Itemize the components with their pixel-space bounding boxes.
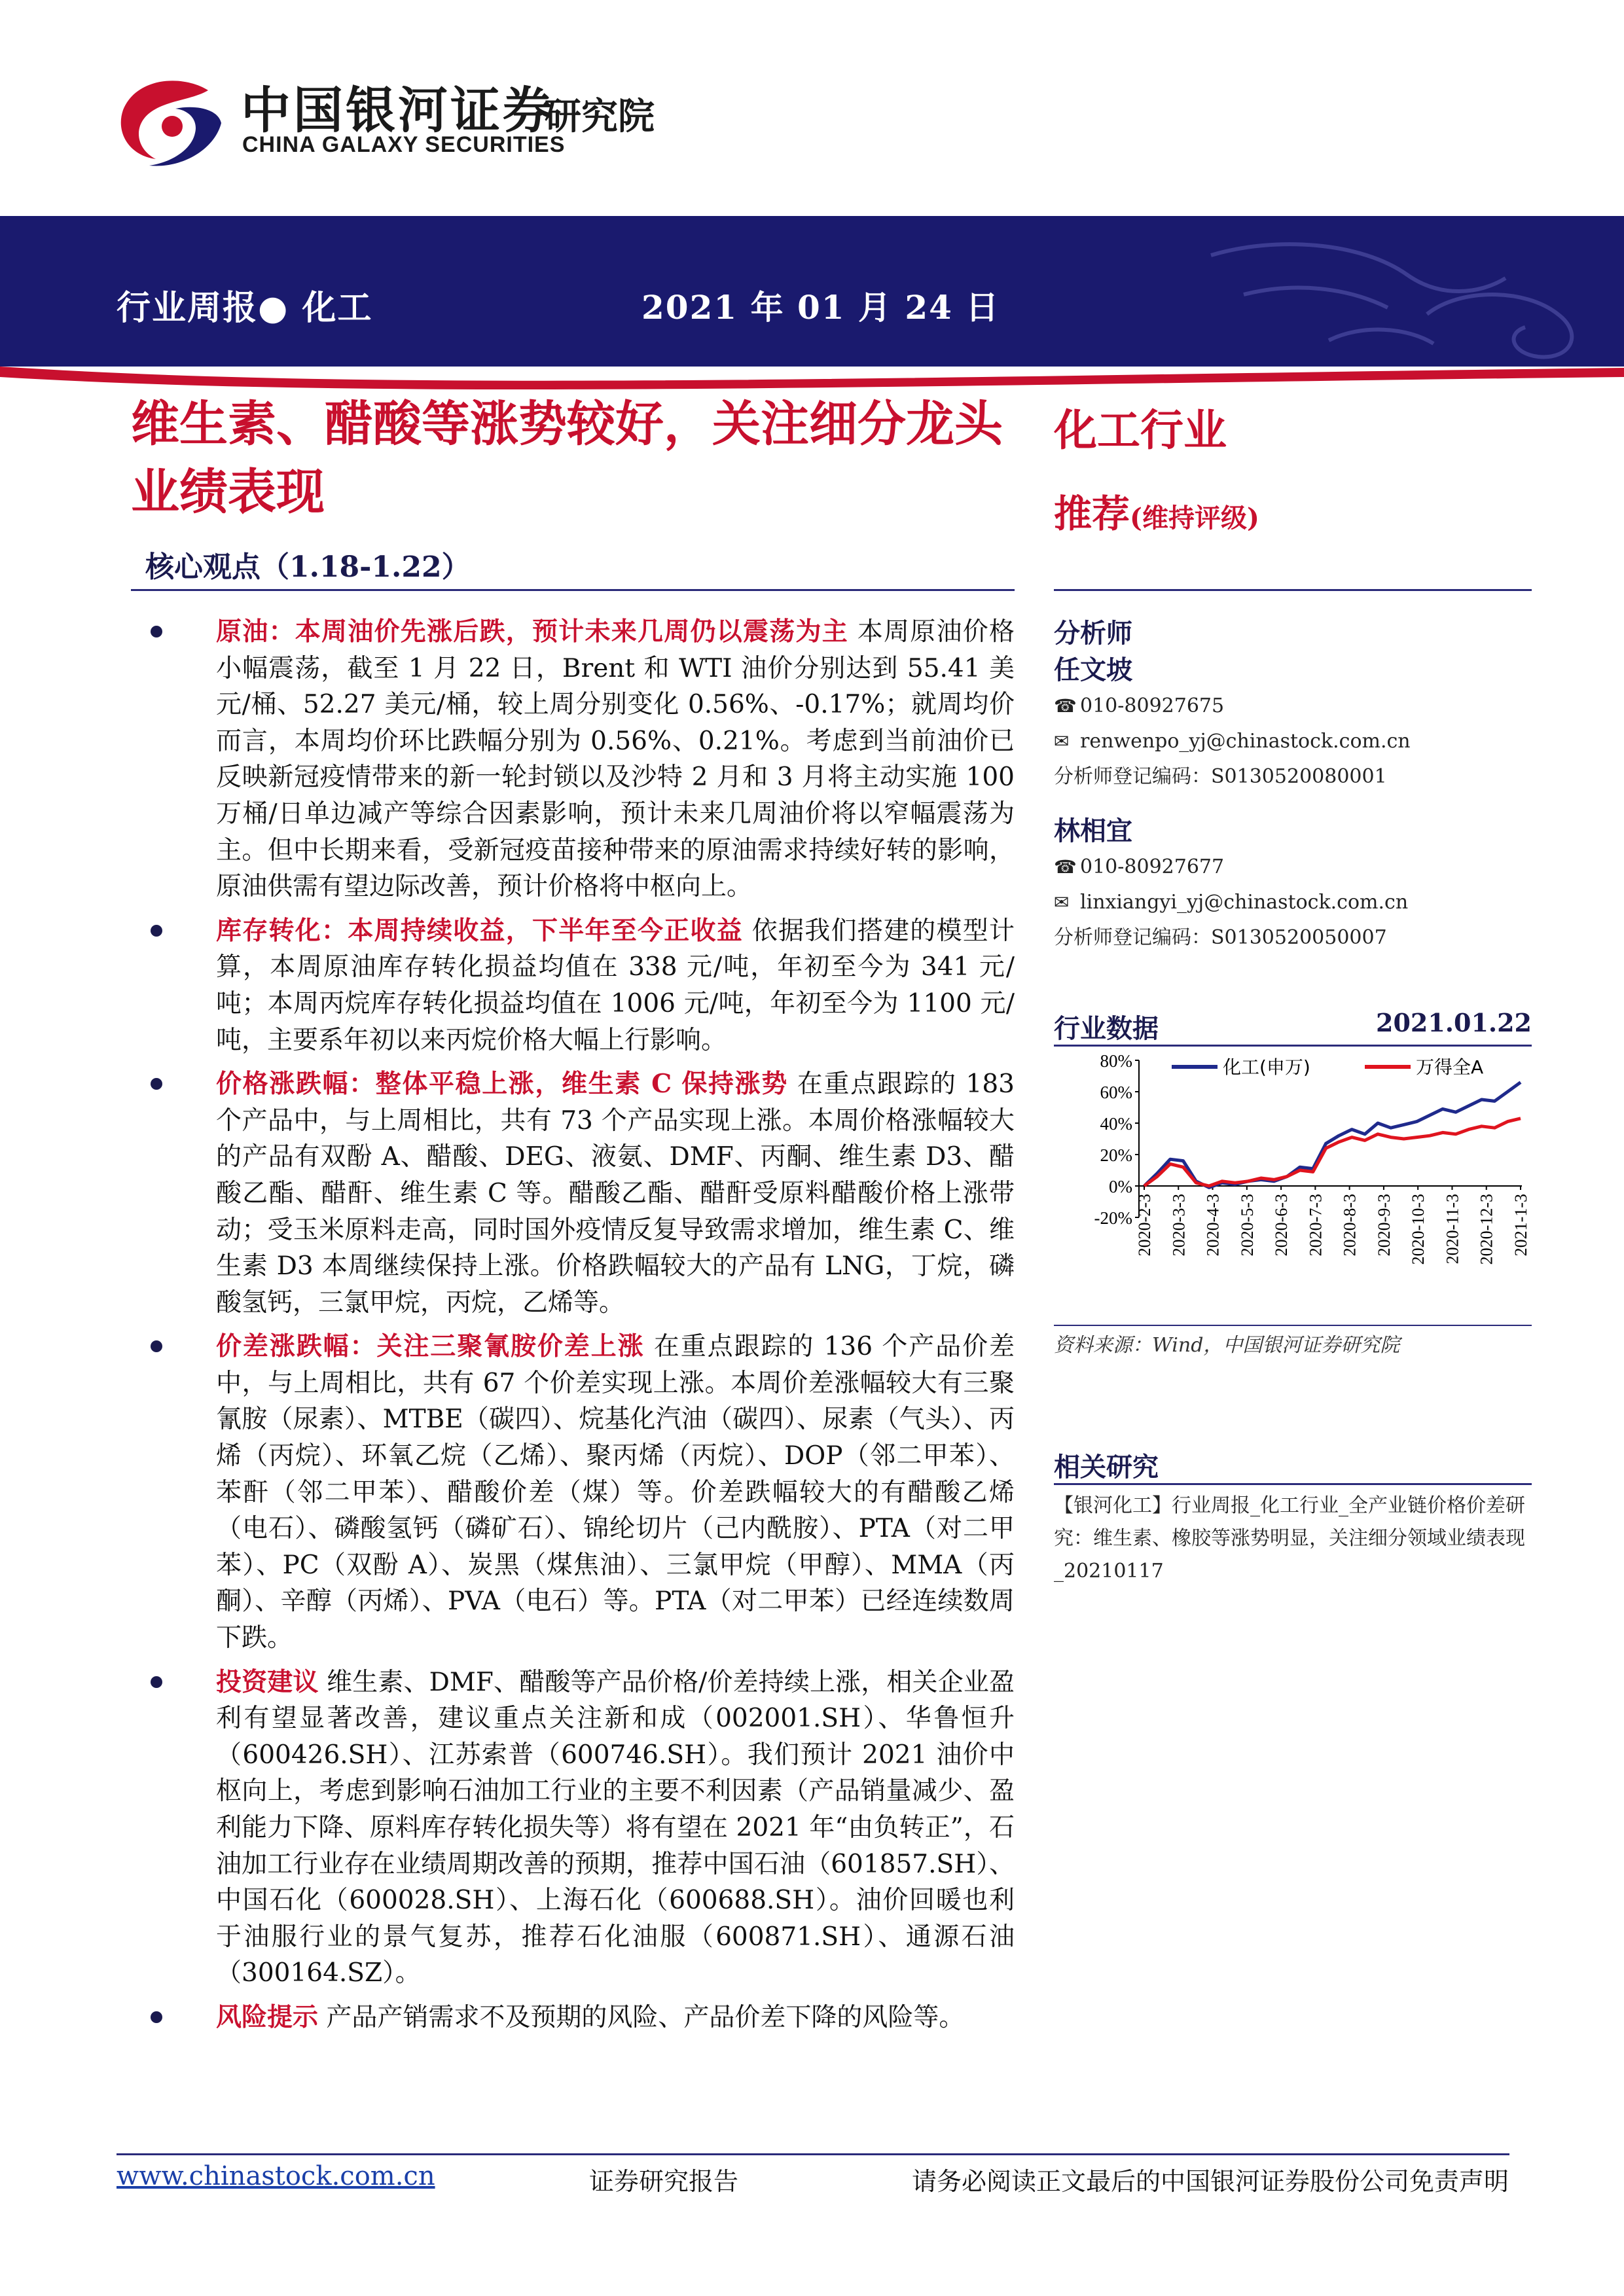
industry-index-chart: [1054, 1047, 1532, 1322]
series-line-2: [1144, 1119, 1521, 1186]
y-tick-label: 0%: [1109, 1177, 1132, 1196]
phone-number: 010-80927677: [1080, 855, 1225, 878]
rating: [1054, 483, 1259, 538]
phone-number: 010-80927675: [1080, 694, 1225, 717]
bullet-dot-icon: [151, 1340, 162, 1352]
website-link[interactable]: www.chinastock.com.cn: [117, 2161, 435, 2191]
legend-label: 万得全A: [1416, 1056, 1484, 1078]
y-tick-label: 80%: [1100, 1051, 1132, 1071]
bullet-dot-icon: [151, 925, 162, 937]
related-research-heading: 相关研究: [1054, 1452, 1159, 1482]
bullet-lead: 价格涨跌幅：整体平稳上涨，维生素 C 保持涨势: [216, 1069, 788, 1100]
bullet-dot-icon: [151, 1676, 162, 1688]
x-tick-label: 2020-8-3: [1340, 1194, 1360, 1257]
divider: [1054, 1483, 1532, 1485]
analyst-phone: [1054, 689, 1532, 724]
phone-icon: ☎: [1054, 856, 1077, 878]
x-tick-label: 2020-5-3: [1237, 1194, 1257, 1257]
analyst-reg-code: 分析师登记编码：S0130520080001: [1054, 765, 1387, 788]
report-type: 行业周报● 化工: [117, 288, 373, 328]
bullet-text: 依据我们搭建的模型计算，本周原油库存转化损益均值在 338 元/吨，年初至今为 341 元/吨；本周丙烷库存转化损益均值在 1006 元/吨，年初至今为 1100 元/吨，主要系年初以来丙烷价格大幅上行影响。: [216, 916, 1015, 1055]
divider: [1054, 589, 1532, 591]
x-tick-label: 2020-7-3: [1306, 1194, 1326, 1257]
industry-label: 化工行业: [1054, 405, 1227, 456]
bullet-dot-icon: [151, 2011, 162, 2023]
bullet-price-change: [131, 1066, 1015, 1321]
company-logo: [77, 51, 699, 175]
bullet-lead: 风险提示: [216, 2001, 319, 2032]
x-tick-label: 2020-6-3: [1272, 1194, 1291, 1257]
report-date: 2021 年 01 月 24 日: [641, 288, 1000, 327]
x-tick-label: 2021-1-3: [1511, 1194, 1530, 1257]
x-tick-label: 2020-9-3: [1374, 1194, 1394, 1257]
analyst-phone: [1054, 850, 1532, 885]
bullet-text: 在重点跟踪的 183 个产品中，与上周相比，共有 73 个产品实现上涨。本周价格涨幅较大的产品有双酚 A、醋酸、DEG、液氨、DMF、丙酮、维生素 D3、醋酸乙酯、醋酐、维生素 C 等。醋酸乙酯、醋酐受原料醋酸价格上涨带动；受玉米原料走高，同时国外疫情反复导致需求增加，维生素 C、维生素 D3 本周继续保持上涨。价格跌幅较大的产品有 LNG，丁烷，磷酸氢钙，三氯甲烷，丙烷，乙烯等。: [216, 1069, 1015, 1318]
footer-disclaimer: 请务必阅读正文最后的中国银河证券股份公司免责声明: [911, 2167, 1509, 2196]
series-line-1: [1144, 1083, 1521, 1188]
bullet-text: 维生素、DMF、醋酸等产品价格/价差持续上涨，相关企业盈利有望显著改善，建议重点关注新和成（002001.SH）、华鲁恒升（600426.SH）、江苏索普（600746.SH）。我们预计 2021 油价中枢向上，考虑到影响石油加工行业的主要不利因素（产品销量减少、盈利能力下降、原料库存转化损失等）将有望在 2021 年“由负转正”，石油加工行业存在业绩周期改善的预期，推荐中国石油（601857.SH）、中国石化（600028.SH）、上海石化（600688.SH）。油价回暖也利于油服行业的景气复苏，推荐石化油服（600871.SH）、通源石油（300164.SZ）。: [216, 1667, 1015, 1988]
analyst-heading: 分析师: [1054, 618, 1132, 649]
chart-source: 资料来源：Wind，中国银河证券研究院: [1054, 1334, 1400, 1357]
y-tick-label: -20%: [1094, 1208, 1132, 1228]
footer-report-label: 证券研究报告: [589, 2167, 739, 2196]
bullet-lead: 库存转化：本周持续收益，下半年至今正收益: [216, 915, 744, 946]
bullet-lead: 投资建议: [216, 1666, 319, 1697]
footer-divider: [117, 2153, 1509, 2155]
bullet-text: 产品产销需求不及预期的风险、产品价差下降的风险等。: [318, 2002, 965, 2032]
x-tick-label: 2020-2-3: [1135, 1194, 1154, 1257]
bullet-crude-oil: [131, 614, 1015, 905]
bullet-dot-icon: [151, 1078, 162, 1090]
x-tick-label: 2020-10-3: [1409, 1194, 1428, 1265]
x-tick-label: 2020-3-3: [1169, 1194, 1189, 1257]
rating-note: (维持评级): [1130, 503, 1259, 533]
email-icon: ✉: [1054, 730, 1070, 752]
divider: [1054, 1325, 1532, 1326]
bullet-text: 在重点跟踪的 136 个产品价差中，与上周相比，共有 67 个价差实现上涨。本周价差涨幅较大有三聚氰胺（尿素）、MTBE（碳四）、烷基化汽油（碳四）、尿素（气头）、丙烯（丙烷）、环氧乙烷（乙烯）、聚丙烯（丙烷）、DOP（邻二甲苯）、苯酐（邻二甲苯）、醋酸价差（煤）等。价差跌幅较大的有醋酸乙烯（电石）、磷酸氢钙（磷矿石）、锦纶切片（己内酰胺）、PTA（对二甲苯）、PC（双酚 A）、炭黑（煤焦油）、三氯甲烷（甲醇）、MMA（丙酮）、辛醇（丙烯）、PVA（电石）等。PTA（对二甲苯）已经连续数周下跌。: [216, 1332, 1015, 1653]
legend-label: 化工(申万): [1223, 1056, 1310, 1078]
email-address[interactable]: linxiangyi_yj@chinastock.com.cn: [1080, 891, 1409, 914]
email-address[interactable]: renwenpo_yj@chinastock.com.cn: [1080, 730, 1411, 753]
analyst-name: 林相宜: [1054, 816, 1132, 846]
core-view-list: [131, 614, 1015, 2044]
rating-value: 推荐: [1054, 492, 1130, 536]
analyst-reg-code: 分析师登记编码：S0130520050007: [1054, 926, 1387, 949]
core-view-heading: 核心观点（1.18-1.22）: [145, 550, 471, 584]
analyst-name: 任文坡: [1054, 655, 1132, 685]
y-tick-label: 60%: [1100, 1083, 1132, 1102]
bullet-risk: [131, 2000, 1015, 2036]
bullet-inventory: [131, 913, 1015, 1058]
bullet-lead: 原油：本周油价先涨后跌，预计未来几周仍以震荡为主: [216, 617, 849, 647]
company-name-en: CHINA GALAXY SECURITIES: [242, 132, 566, 157]
institute-label: 研究院: [545, 96, 655, 138]
y-tick-label: 40%: [1100, 1114, 1132, 1134]
bullet-lead: 价差涨跌幅：关注三聚氰胺价差上涨: [216, 1331, 645, 1362]
divider: [131, 589, 1015, 591]
x-tick-label: 2020-11-3: [1443, 1194, 1462, 1265]
y-tick-label: 20%: [1100, 1145, 1132, 1165]
x-tick-label: 2020-4-3: [1203, 1194, 1223, 1257]
report-title: 维生素、醋酸等涨势较好，关注细分龙头业绩表现: [131, 396, 1003, 520]
bullet-investment: [131, 1664, 1015, 1992]
phone-icon: ☎: [1054, 695, 1077, 717]
analyst-email: [1054, 724, 1532, 759]
bullet-text: 本周原油价格小幅震荡，截至 1 月 22 日，Brent 和 WTI 油价分别达到 55.41 美元/桶、52.27 美元/桶，较上周分别变化 0.56%、-0.17%；就周均价而言，本周均价环比跌幅分别为 0.56%、0.21%。考虑到当前油价已反映新冠疫情带来的新一轮封锁以及沙特 2 月和 3 月将主动实施 100 万桶/日单边减产等综合因素影响，预计未来几周油价将以窄幅震荡为主。但中长期来看，受新冠疫苗接种带来的原油需求持续好转的影响，原油供需有望边际改善，预计价格将中枢向上。: [216, 617, 1015, 902]
analyst-panel: [1054, 615, 1532, 956]
divider: [1054, 1045, 1532, 1047]
company-name-cn: 中国银河证券: [241, 81, 555, 139]
market-data-heading: 行业数据: [1054, 1013, 1159, 1044]
market-data-date: 2021.01.22: [1376, 1008, 1532, 1037]
x-tick-label: 2020-12-3: [1477, 1194, 1496, 1265]
related-research-link[interactable]: 【银河化工】行业周报_化工行业_全产业链价格价差研究：维生素、橡胶等涨势明显，关注细分领域业绩表现_20210117: [1054, 1494, 1525, 1583]
analyst-email: [1054, 885, 1532, 920]
market-data-header: [1054, 1008, 1532, 1045]
galaxy-logo-icon: [110, 71, 228, 175]
email-icon: ✉: [1054, 891, 1070, 913]
bullet-spread-change: [131, 1329, 1015, 1656]
bullet-dot-icon: [151, 626, 162, 637]
